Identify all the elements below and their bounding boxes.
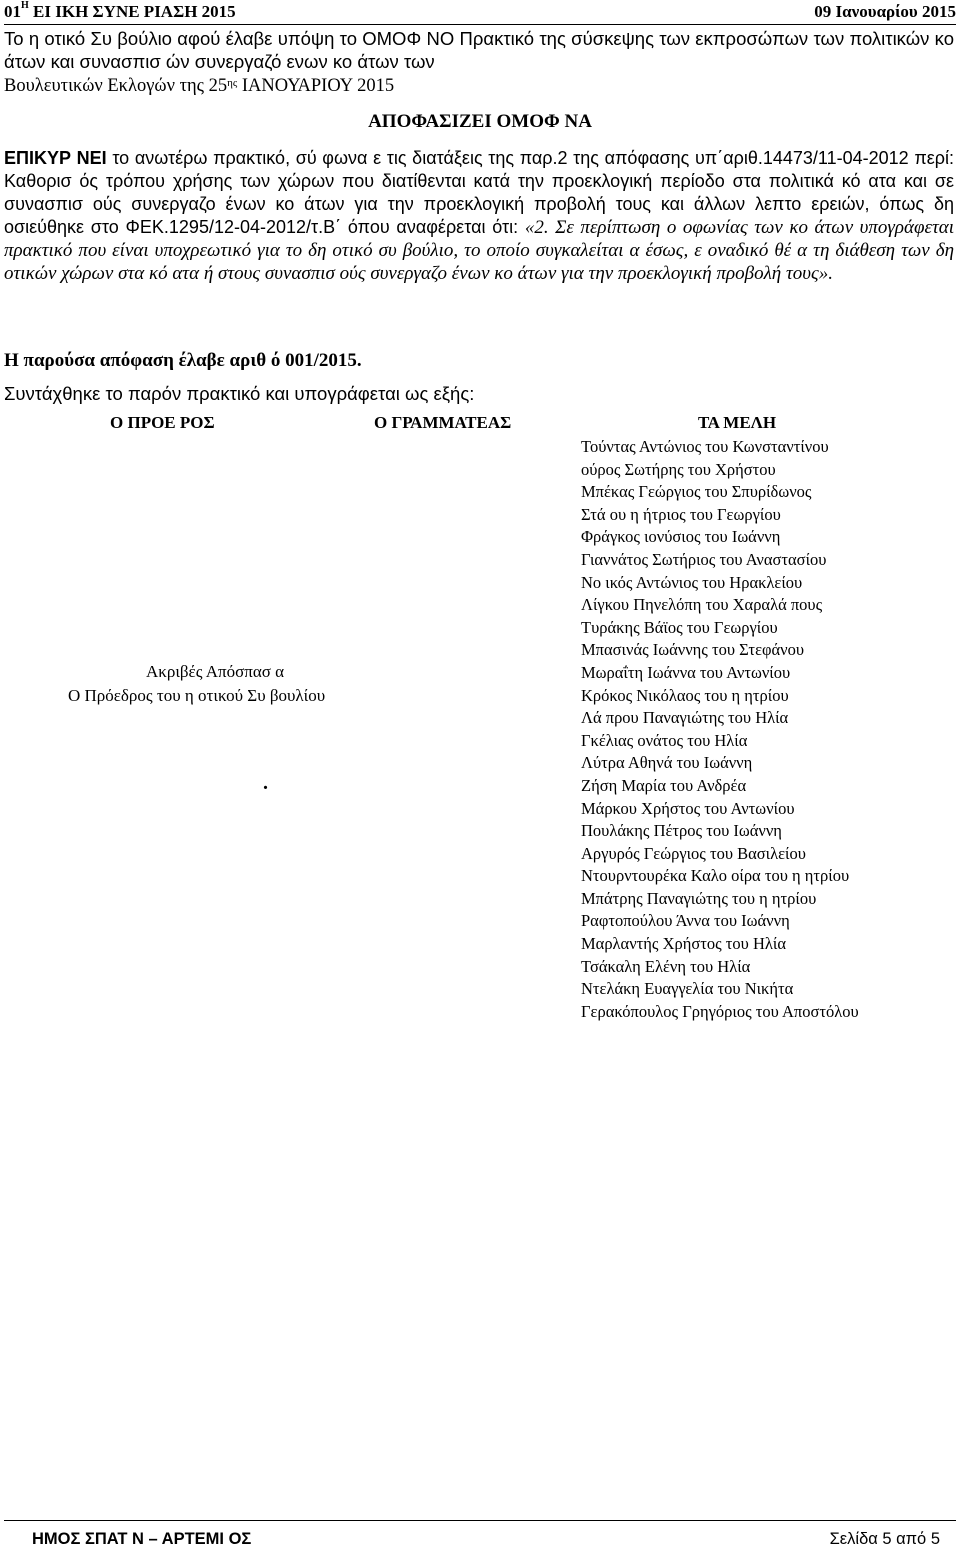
secretary-heading: Ο ΓΡΑΜΜΑΤΕΑΣ — [374, 413, 512, 432]
member-name: Νο ικός Αντώνιος του Ηρακλείου — [581, 572, 803, 592]
header-date: 09 Ιανουαρίου 2015 — [814, 2, 956, 21]
member-name: Μπασινάς Ιωάννης του Στεφάνου — [581, 640, 805, 660]
intro-paragraph — [4, 27, 954, 98]
member-name: Λά πρου Παναγιώτης του Ηλία — [581, 708, 789, 728]
member-name: Λίγκου Πηνελόπη του Χαραλά πους — [581, 595, 823, 615]
member-name: Πουλάκης Πέτρος του Ιωάννη — [581, 821, 782, 841]
decision-heading: ΑΠΟΦΑΣΙΖΕΙ ΟΜΟΦ ΝΑ — [368, 111, 592, 132]
signing-statement: Συντάχθηκε το παρόν πρακτικό και υπογράφεται ως εξής: — [4, 383, 475, 404]
ratification-text: το ανωτέρω πρακτικό, σύ φωνα ε τις διατάξεις της παρ.2 της απόφασης υπ΄αριθ.14473/11-04-2012 περί: Καθορισ ός τρόπου χρήσης των χώρων που διατίθενται κατά την προεκλογική περίοδο στα πολιτικά κό ατα και σε συνασπισ ούς συνεργαζο ένων κο άτων για την προεκλογική προβολή τους και άλλων λεπτο ερειών, όπως δη οσιεύθηκε στο ΦΕΚ.1295/12-04-2012/τ.Β΄ όπου αναφέρεται ότι: — [4, 148, 954, 237]
member-name: Λύτρα Αθηνά του Ιωάννη — [581, 753, 753, 773]
header-session-sup: Η — [21, 0, 29, 11]
header-session-title: ΕΙ ΙΚΗ ΣΥΝΕ ΡΙΑΣΗ 2015 — [28, 2, 236, 21]
member-name: Τυράκης Βάϊος του Γεωργίου — [581, 617, 778, 637]
header-session-number: 01 — [4, 2, 21, 21]
member-name: Μπέκας Γεώργιος του Σπυρίδωνος — [581, 482, 812, 502]
intro-last-line — [4, 76, 394, 96]
header-divider — [4, 24, 956, 25]
member-name: Γερακόπουλος Γρηγόριος του Αποστόλου — [581, 1001, 859, 1021]
members-list — [581, 436, 859, 1023]
page-header — [4, 2, 956, 26]
footer-page-number: Σελίδα 5 από 5 — [829, 1530, 940, 1548]
member-name: Ντελάκη Ευαγγελία του Νικήτα — [581, 979, 794, 999]
member-name: Μαρλαντής Χρήστος του Ηλία — [581, 934, 786, 954]
footer-divider — [4, 1520, 956, 1521]
ratification-paragraph — [4, 147, 954, 285]
ratifies-keyword: ΕΠΙΚΥΡ ΝΕΙ — [4, 148, 107, 168]
member-name: Μπάτρης Παναγιώτης του η ητρίου — [581, 888, 817, 908]
intro-last-line-prefix: Βουλευτικών Εκλογών της 25 — [4, 76, 228, 96]
signature-dot: . — [263, 772, 268, 794]
page-footer — [32, 1530, 940, 1549]
member-name: Ζήση Μαρία του Ανδρέα — [581, 775, 747, 795]
member-name: Στά ου η ήτριος του Γεωργίου — [581, 504, 781, 524]
intro-text: Το η οτικό Συ βούλιο αφού έλαβε υπόψη το ΟΜΟΦ ΝΟ Πρακτικό της σύσκεψης των εκπροσώπων των πολιτικών κο άτων και συνασπισ ών συνεργαζό ενων κο άτων των — [4, 28, 954, 72]
intro-sup: ης — [227, 77, 238, 89]
member-name: Ντουρντουρέκα Καλο οίρα του η ητρίου — [581, 866, 850, 886]
decision-number: Η παρούσα απόφαση έλαβε αριθ ό 001/2015. — [4, 350, 362, 371]
member-name: Γιαννάτος Σωτήριος του Αναστασίου — [581, 549, 827, 569]
president-heading: Ο ΠΡΟΕ ΡΟΣ — [110, 413, 215, 432]
members-heading: ΤΑ ΜΕΛΗ — [698, 413, 777, 432]
member-name: Κρόκος Νικόλαος του η ητρίου — [581, 685, 789, 705]
excerpt-label: Ακριβές Απόσπασ α — [146, 662, 285, 681]
member-name: Μάρκου Χρήστος του Αντωνίου — [581, 798, 795, 818]
member-name: Ραφτοπούλου Άννα του Ιωάννη — [581, 911, 790, 931]
member-name: Τσάκαλη Ελένη του Ηλία — [581, 956, 751, 976]
member-name: Τούντας Αντώνιος του Κωνσταντίνου — [581, 437, 829, 456]
header-session — [4, 2, 236, 22]
footer-municipality: ΗΜΟΣ ΣΠΑΤ Ν – ΑΡΤΕΜΙ ΟΣ — [32, 1530, 252, 1548]
member-name: ούρος Σωτήρης του Χρήστου — [581, 459, 776, 479]
intro-last-line-rest: ΙΑΝΟΥΑΡΙΟΥ 2015 — [237, 76, 395, 96]
member-name: Αργυρός Γεώργιος του Βασιλείου — [581, 843, 806, 863]
member-name: Μωραΐτη Ιωάννα του Αντωνίου — [581, 662, 791, 682]
excerpt-president: Ο Πρόεδρος του η οτικού Συ βουλίου — [68, 686, 326, 705]
member-name: Γκέλιας ονάτος του Ηλία — [581, 730, 748, 750]
quoted-regulation: «2. Σε περίπτωση ο οφωνίας των κο άτων υπογράφεται πρακτικό που είναι υποχρεωτικό για το δη οτικό συ βούλιο, το οποίο συγκαλείται α έσως, ε οναδικό θέ α τη διάθεση των δη οτικών χώρων στα κό ατα ή στους συνασπισ ούς συνεργαζο ένων κο άτων για την προεκλογική προβολή τους». — [4, 217, 955, 284]
member-name: Φράγκος ιονύσιος του Ιωάννη — [581, 527, 781, 547]
